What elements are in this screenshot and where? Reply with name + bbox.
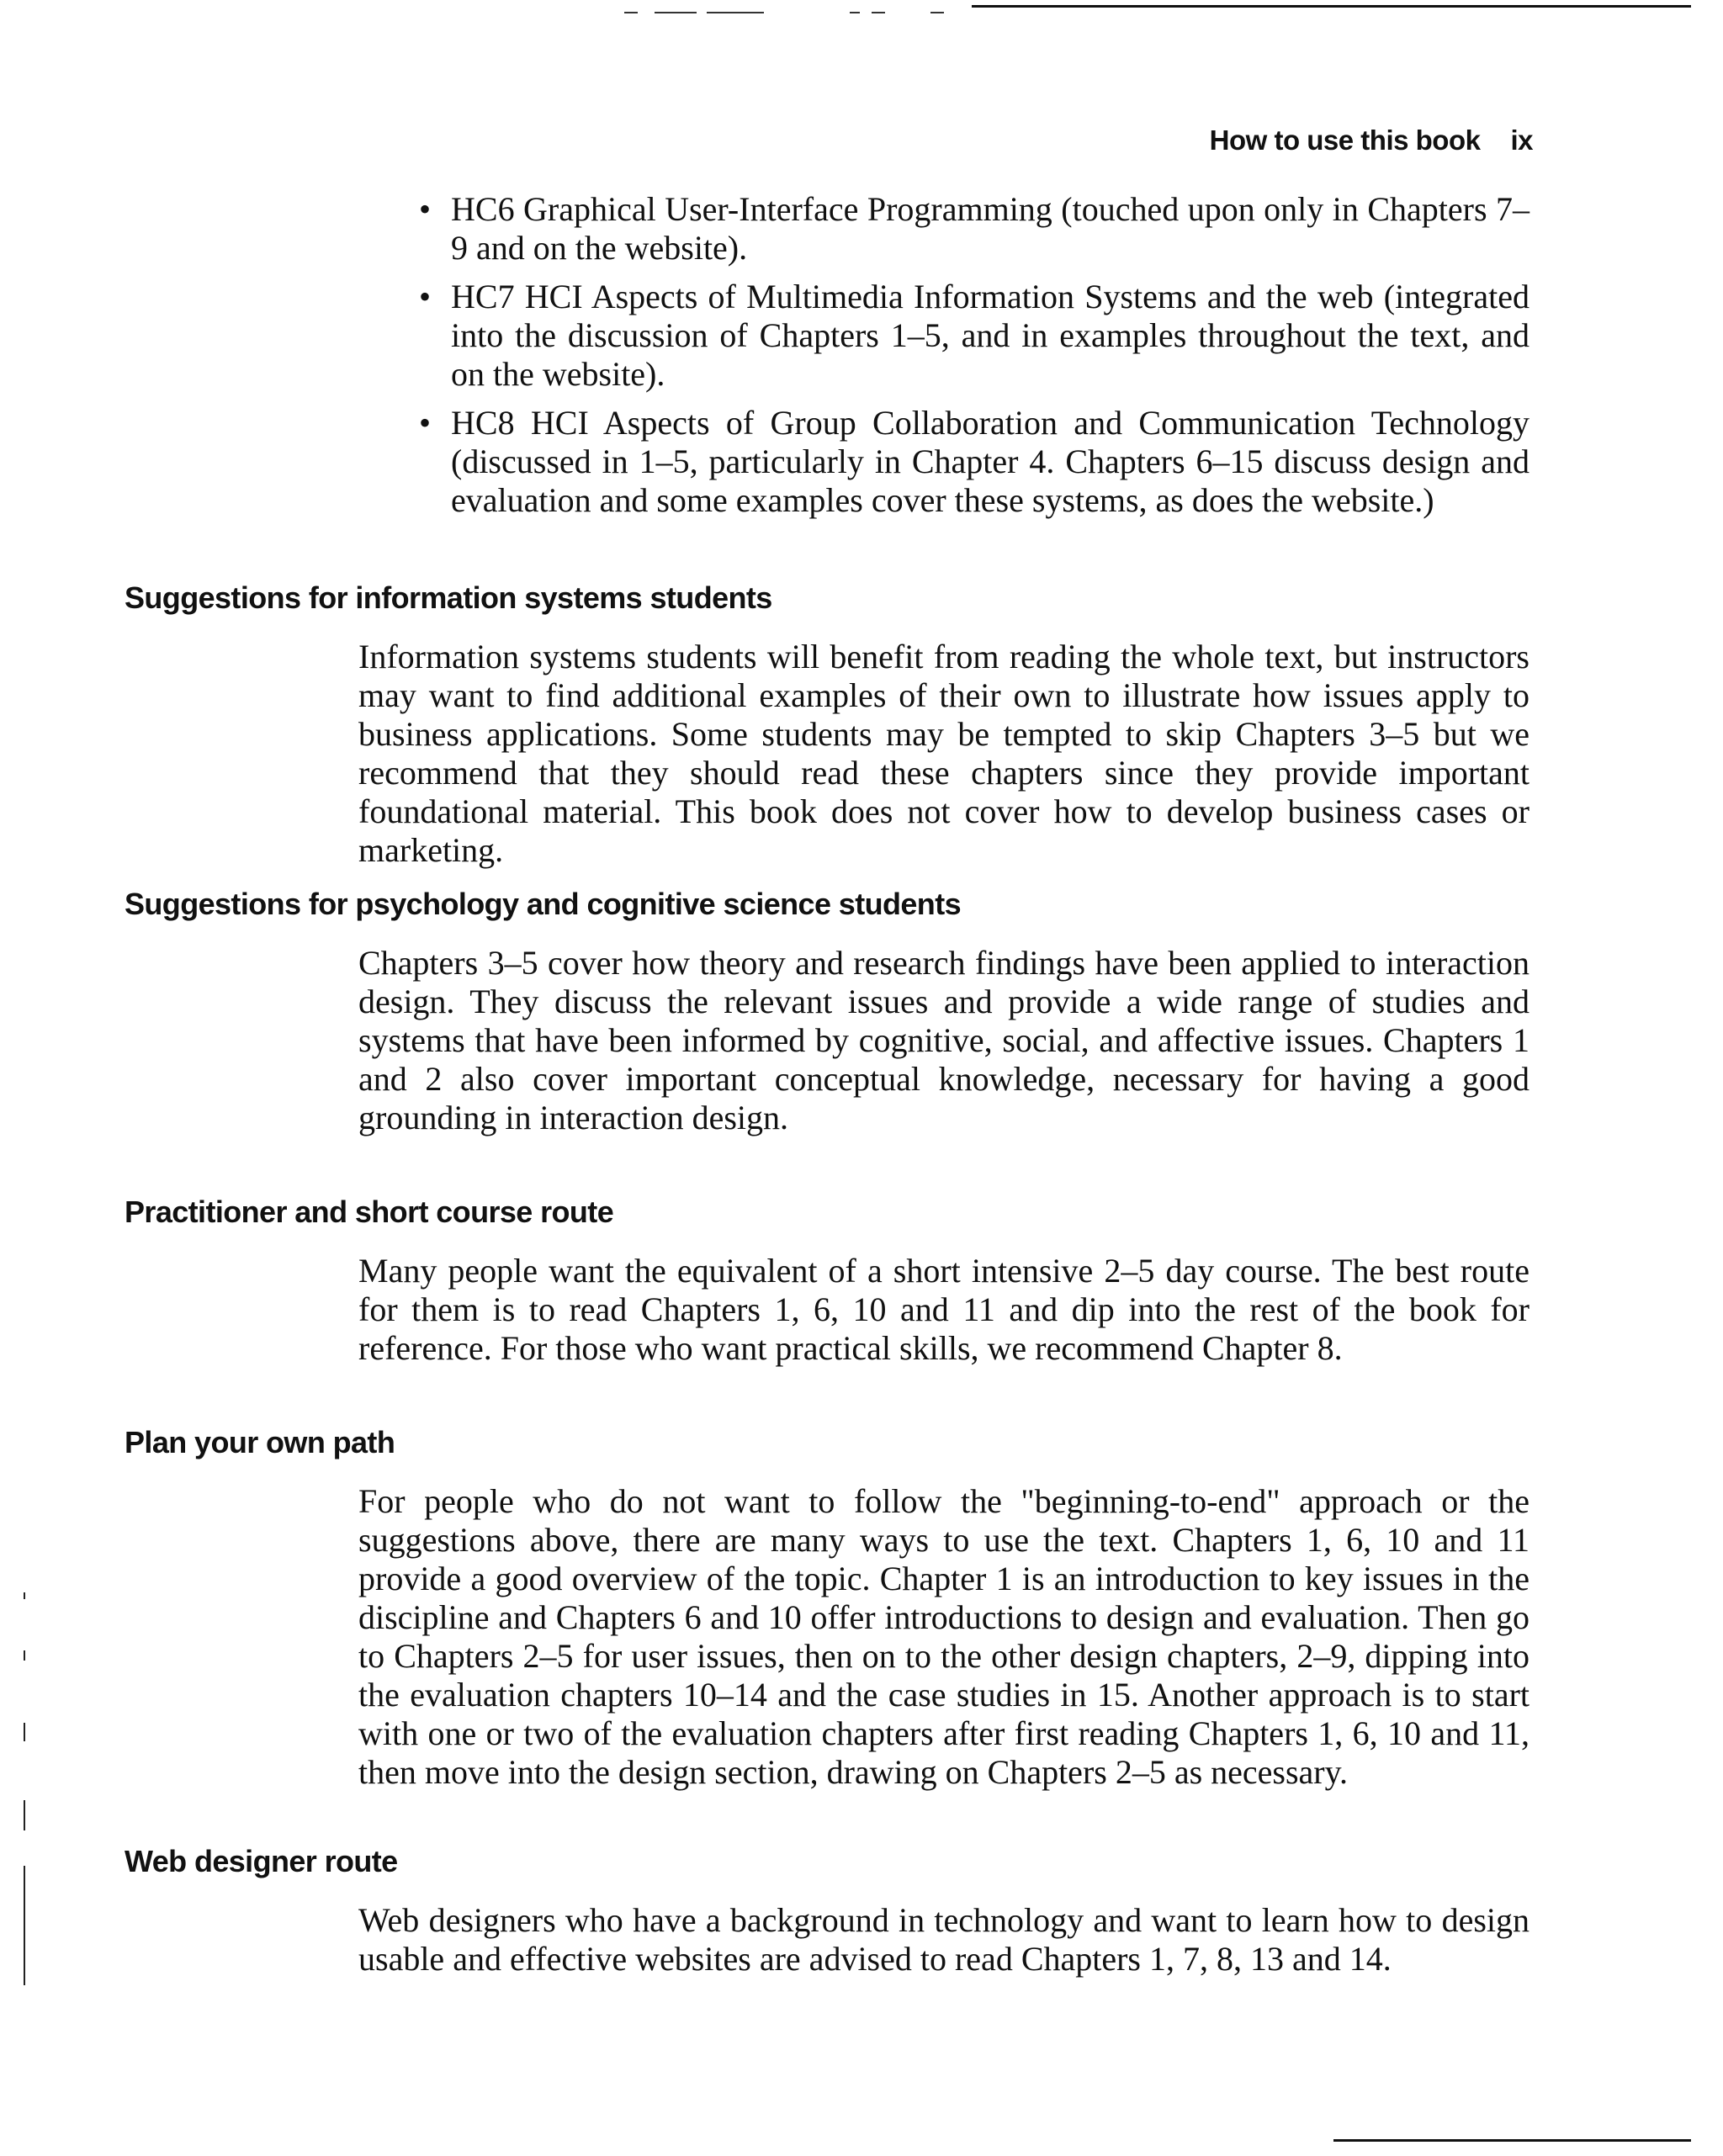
top-scan-dash [850, 12, 860, 13]
section-heading: Suggestions for information systems students [125, 580, 772, 615]
top-scan-dash [655, 12, 697, 13]
bullet-item: • HC7 HCI Aspects of Multimedia Information Systems and the web (integrated into the discussion of Chapters 1–5, and in examples throughout the text, and on the website). [419, 278, 1529, 394]
margin-mark [24, 1800, 25, 1830]
section-body: For people who do not want to follow the "beginning-to-end" approach or the suggestions above, there are many ways to use the text. Chapters 1, 6, 10 and 11 provide a good overview of the topic. Chapter 1 is an introduction to key issues in the discipline and Chapters 6 and 10 offer introductions to design and evaluation. Then go to Chapters 2–5 for user issues, then on to the other design chapters, 2–9, dipping into the evaluation chapters 10–14 and the case studies in 15. Another approach is to start with one or two of the evaluation chapters after first reading Chapters 1, 6, 10 and 11, then move into the design section, drawing on Chapters 2–5 as necessary. [358, 1482, 1529, 1791]
top-scan-dash [930, 12, 944, 13]
running-head-title: How to use this book [1209, 124, 1481, 156]
running-head [1210, 124, 1533, 156]
top-rule [972, 5, 1691, 8]
section-heading: Suggestions for psychology and cognitive science students [125, 887, 961, 921]
section-body: Web designers who have a background in technology and want to learn how to design usable and effective websites are advised to read Chapters 1, 7, 8, 13 and 14. [358, 1901, 1529, 1978]
top-scan-dash [872, 12, 885, 13]
section-heading: Plan your own path [125, 1425, 395, 1459]
top-scan-dash [707, 12, 764, 13]
page-number: ix [1510, 124, 1533, 156]
section-heading: Practitioner and short course route [125, 1195, 614, 1229]
margin-mark [24, 1723, 25, 1741]
section-body: Many people want the equivalent of a short intensive 2–5 day course. The best route for them is to read Chapters 1, 6, 10 and 11 and dip into the rest of the book for reference. For those who want practical skills, we recommend Chapter 8. [358, 1252, 1529, 1367]
bullet-list [419, 190, 1529, 530]
margin-mark [24, 1866, 25, 1985]
margin-mark [24, 1592, 25, 1599]
top-scan-dash [624, 12, 638, 13]
section-body: Information systems students will benefit from reading the whole text, but instructors may want to find additional examples of their own to illustrate how issues apply to business applications. Some students may be tempted to skip Chapters 3–5 but we recommend that they should read these chapters since they provide important foundational material. This book does not cover how to develop business cases or marketing. [358, 638, 1529, 869]
section-body: Chapters 3–5 cover how theory and research findings have been applied to interaction design. They discuss the relevant issues and provide a wide range of studies and systems that have been informed by cognitive, social, and affective issues. Chapters 1 and 2 also cover important conceptual knowledge, necessary for having a good grounding in interaction design. [358, 944, 1529, 1136]
bullet-item: • HC6 Graphical User-Interface Programming (touched upon only in Chapters 7–9 and on the website). [419, 190, 1529, 268]
bottom-rule [1333, 2139, 1691, 2142]
margin-mark [24, 1650, 25, 1661]
section-heading: Web designer route [125, 1844, 398, 1878]
bullet-item: • HC8 HCI Aspects of Group Collaboration and Communication Technology (discussed in 1–5, particularly in Chapter 4. Chapters 6–15 discuss design and evaluation and some examples cover these systems, as does the website.) [419, 404, 1529, 520]
